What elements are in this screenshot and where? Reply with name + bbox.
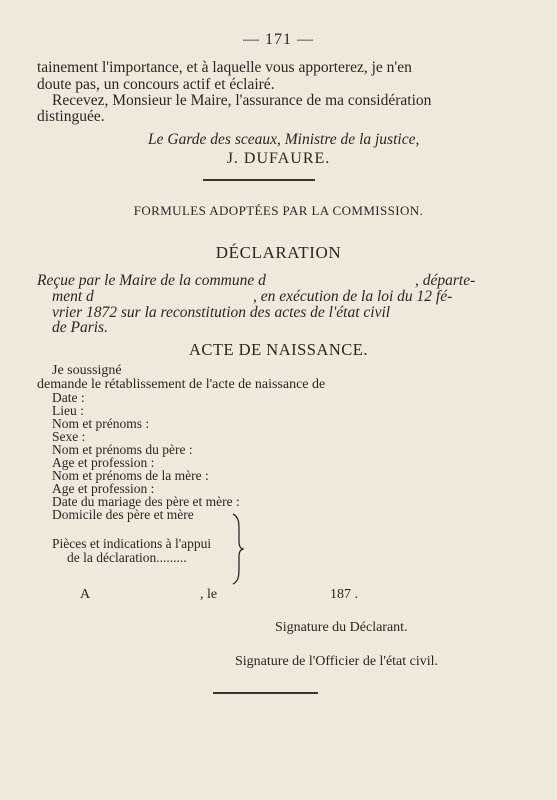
birth-intro-2: demande le rétablissement de l'acte de naissance de [37, 377, 326, 392]
separator-rule-2 [213, 692, 318, 694]
letter-line-3: Recevez, Monsieur le Maire, l'assurance de ma considération [52, 92, 432, 109]
separator-rule-1 [203, 179, 315, 181]
signature-officer: Signature de l'Officier de l'état civil. [235, 654, 439, 669]
field-nom-prenoms: Nom et prénoms : [52, 416, 150, 431]
place-year: 187 . [330, 587, 358, 602]
letter-line-2: doute pas, un concours actif et éclairé. [37, 76, 275, 93]
field-domicile: Domicile des père et mère [52, 507, 194, 522]
field-date: Date : [52, 390, 85, 405]
letter-line-4: distinguée. [37, 108, 105, 125]
place-a: A [80, 587, 91, 602]
field-age-profession-mere: Age et profession : [52, 481, 155, 496]
birth-intro-1: Je soussigné [52, 363, 122, 378]
signature-declarant: Signature du Déclarant. [275, 620, 408, 635]
birth-act-title: ACTE DE NAISSANCE. [188, 340, 369, 359]
declaration-line-2b: , en exécution de la loi du 12 fé- [253, 288, 453, 305]
declaration-title: DÉCLARATION [215, 243, 342, 262]
declaration-line-4: de Paris. [52, 319, 108, 336]
field-nom-pere: Nom et prénoms du père : [52, 442, 193, 457]
curly-brace [230, 513, 244, 585]
field-age-profession-pere: Age et profession : [52, 455, 155, 470]
declaration-line-1b: , départe- [415, 272, 476, 289]
field-sexe: Sexe : [52, 429, 86, 444]
place-le: , le [200, 587, 218, 602]
pieces-line-2: de la déclaration......... [67, 550, 187, 565]
declaration-line-2a: ment d [52, 288, 94, 305]
page-number: — 171 — [243, 31, 314, 48]
field-lieu: Lieu : [52, 403, 84, 418]
signoff-name: J. DUFAURE. [226, 150, 331, 167]
signoff-title: Le Garde des sceaux, Ministre de la justice, [148, 131, 420, 148]
field-date-mariage: Date du mariage des père et mère : [52, 494, 240, 509]
letter-line-1: tainement l'importance, et à laquelle vous apporterez, je n'en [37, 59, 412, 76]
field-nom-mere: Nom et prénoms de la mère : [52, 468, 209, 483]
formulas-heading: FORMULES ADOPTÉES PAR LA COMMISSION. [133, 203, 424, 218]
declaration-line-3: vrier 1872 sur la reconstitution des actes de l'état civil [52, 304, 391, 321]
pieces-line-1: Pièces et indications à l'appui [52, 536, 212, 551]
declaration-line-1a: Reçue par le Maire de la commune d [37, 272, 266, 289]
